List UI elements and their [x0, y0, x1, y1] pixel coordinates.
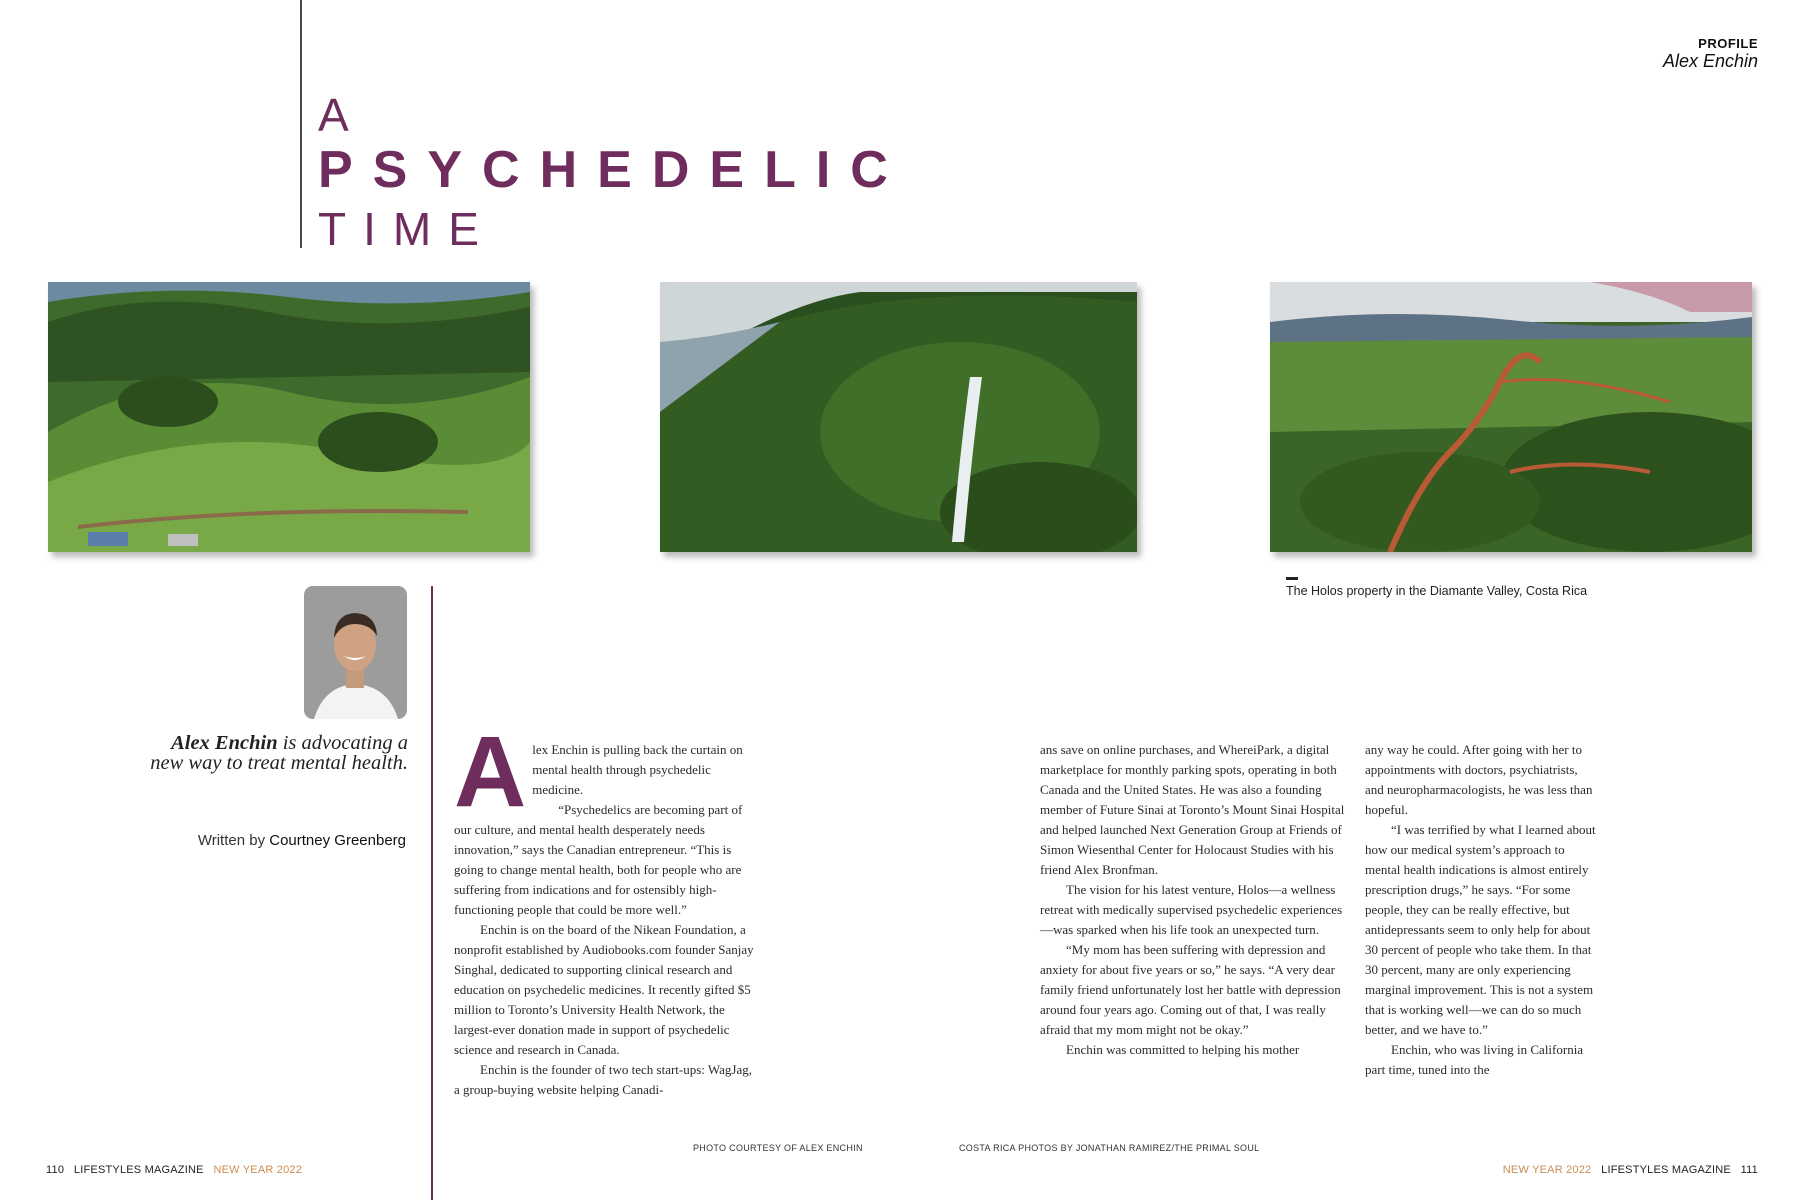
headline-line-2: PSYCHEDELIC [318, 141, 908, 199]
pull-quote [150, 733, 408, 773]
title-rule [300, 0, 302, 248]
headline-line-3: TIME [318, 203, 496, 255]
footer-left [46, 1164, 302, 1176]
paragraph: any way he could. After going with her to appointments with doctors, psychiatrists, and neuropharmacologists, he was less than hopeful. [1365, 742, 1593, 817]
headline-line-1: A [318, 89, 359, 141]
paragraph: “I was terrified by what I learned about how our medical system’s approach to mental health indications is almost entirely prescription drugs,” he says. “For some people, they can be really effective, but antidepressants seem to only help for about 30 percent of people who take them. In that 30 percent, many are only experiencing marginal improvement. This is not a system that is working well—we can do so much better, and we have to.” [1365, 822, 1596, 1037]
page-number-left: 110 [46, 1164, 65, 1176]
photo-waterfall [660, 282, 1137, 552]
byline-prefix: Written by [197, 832, 270, 849]
photo-green-hills [48, 282, 530, 552]
section-header [1663, 36, 1758, 72]
byline-author: Courtney Greenberg [269, 832, 406, 849]
byline [150, 832, 406, 849]
paragraph: Enchin is the founder of two tech start-ups: WagJag, a group-buying website helping Canadi- [454, 1062, 753, 1097]
issue-label: NEW YEAR 2022 [213, 1164, 303, 1176]
paragraph: “Psychedelics are becoming part of our culture, and mental health desperately needs innovation,” says the Canadian entrepreneur. “This is going to change mental health, both for people who are suffering from indications and for ostensibly high-functioning people that could be more well.” [454, 802, 743, 917]
magazine-name: LIFESTYLES MAGAZINE [1601, 1164, 1731, 1176]
footer-right [1503, 1164, 1758, 1176]
pull-quote-name: Alex Enchin [171, 732, 278, 754]
paragraph: Enchin is on the board of the Nikean Foundation, a nonprofit established by Audiobooks.com founder Sanjay Singhal, dedicated to supporting clinical research and education on psychedelic medicines. It recently gifted $5 million to Toronto’s University Health Network, the largest-ever donation made in support of psychedelic science and research in Canada. [454, 922, 754, 1057]
paragraph: The vision for his latest venture, Holos—a wellness retreat with medically supervised psychedelic experiences—was sparked when his life took an unexpected turn. [1040, 882, 1343, 937]
article-column-3 [1365, 740, 1597, 1080]
photo-valley-road [1270, 282, 1752, 552]
article-column-2 [1040, 740, 1346, 1060]
photo-caption: The Holos property in the Diamante Valley, Costa Rica [1286, 584, 1588, 598]
article-column-1 [454, 716, 758, 1100]
paragraph-text: lex Enchin is pulling back the curtain on mental health through psychedelic medicine. [532, 742, 743, 797]
paragraph: Enchin was committed to helping his mother [1066, 1042, 1300, 1057]
photo-credit-costa-rica: COSTA RICA PHOTOS BY JONATHAN RAMIREZ/THE PRIMAL SOUL [959, 1143, 1260, 1153]
section-label: PROFILE [1698, 36, 1758, 51]
paragraph: ans save on online purchases, and WhereiPark, a digital marketplace for monthly parking spots, operating in both Canada and the United States. He was also a founding member of Future Sinai at Toronto’s Mount Sinai Hospital and helped launched Next Generation Group at Friends of Simon Wiesenthal Center for Holocaust Studies with his friend Alex Bronfman. [1040, 742, 1345, 877]
magazine-name: LIFESTYLES MAGAZINE [73, 1164, 204, 1176]
page-number-right: 111 [1740, 1164, 1758, 1176]
paragraph [454, 716, 758, 828]
column-rule [431, 586, 433, 1200]
photo-credit-portrait: PHOTO COURTESY OF ALEX ENCHIN [693, 1143, 863, 1153]
author-portrait [304, 586, 407, 719]
issue-label: NEW YEAR 2022 [1502, 1164, 1592, 1176]
drop-cap: A [454, 716, 527, 828]
caption-dash [1286, 577, 1298, 580]
section-name: Alex Enchin [1662, 51, 1758, 71]
paragraph: Enchin, who was living in California part time, tuned into the [1365, 1042, 1584, 1077]
pull-quote-text: is advocating a new way to treat mental health. [150, 732, 408, 774]
paragraph: “My mom has been suffering with depression and anxiety for about five years or so,” he says. “A very dear family friend unfortunately lost her battle with depression around four years ago. Coming out of that, I was really afraid that my mom might not be okay.” [1040, 942, 1341, 1037]
